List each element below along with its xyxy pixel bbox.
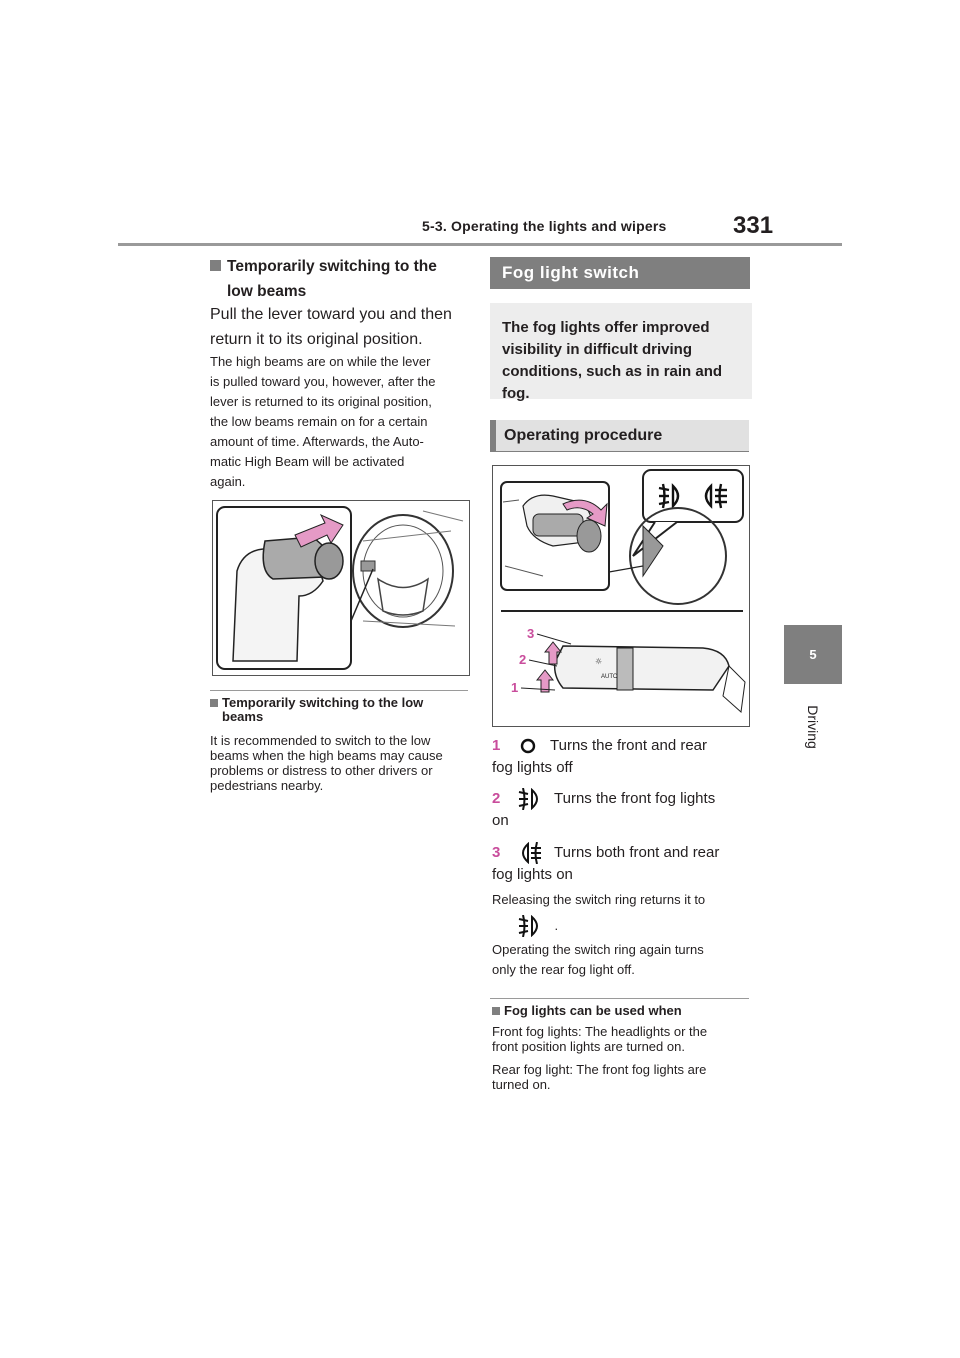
left-body-line: is pulled toward you, however, after the	[210, 374, 436, 389]
note-rear-line-2: turned on.	[492, 1077, 551, 1092]
again-line-2: only the rear fog light off.	[492, 962, 635, 977]
left-body-line: amount of time. Afterwards, the Auto-	[210, 434, 424, 449]
right-note-rear	[492, 1062, 754, 1092]
callout-2: 2	[519, 652, 527, 667]
note-front-line-1: Front fog lights: The headlights or the	[492, 1024, 708, 1039]
intro-line: visibility in difficult driving	[502, 341, 693, 358]
item-2	[492, 788, 754, 832]
again-text	[492, 940, 754, 980]
left-body-line: matic High Beam will be activated	[210, 454, 405, 469]
left-lead-line-1: Pull the lever toward you and then	[210, 306, 452, 323]
item-3	[492, 842, 754, 886]
left-note-line: beams when the high beams may cause	[210, 748, 443, 763]
square-bullet-icon	[210, 260, 221, 271]
left-body-line: lever is returned to its original position,	[210, 394, 432, 409]
note-rule-left	[210, 690, 468, 691]
rear-fog-icon	[518, 842, 542, 864]
left-body-line: again.	[210, 474, 246, 489]
section-header: 5-3. Operating the lights and wipers	[422, 218, 667, 234]
left-heading	[210, 254, 470, 304]
left-body	[210, 352, 470, 492]
chapter-tab-label	[784, 692, 842, 762]
square-bullet-icon	[492, 1007, 500, 1015]
item-number: 1	[492, 737, 501, 754]
item-text-line-1: Turns both front and rear	[554, 844, 720, 861]
release-suffix: .	[554, 918, 559, 934]
note-rear-line-1: Rear fog light: The front fog lights are	[492, 1062, 707, 1077]
operating-procedure-title: Operating procedure	[490, 420, 749, 452]
intro-line: conditions, such as in rain and	[502, 363, 723, 380]
front-fog-icon	[518, 788, 542, 810]
intro-line: The fog lights offer improved	[502, 319, 710, 336]
again-line-1: Operating the switch ring again turns	[492, 942, 704, 957]
item-text-line-1: Turns the front and rear	[550, 737, 708, 754]
square-bullet-icon	[210, 699, 218, 707]
left-lead	[210, 302, 470, 352]
item-number: 2	[492, 790, 501, 807]
release-icon-row	[518, 915, 558, 937]
callout-1: 1	[511, 680, 519, 695]
left-note-heading	[210, 696, 470, 724]
item-text-line-2: fog lights off	[492, 759, 573, 776]
left-body-line: The high beams are on while the lever	[210, 354, 431, 369]
intro-line: fog.	[502, 385, 530, 402]
left-note-line: pedestrians nearby.	[210, 778, 324, 793]
chapter-tab-number: 5	[784, 625, 842, 684]
right-note-front	[492, 1024, 754, 1054]
header-rule	[118, 243, 842, 246]
left-note-heading-line-1: Temporarily switching to the low	[222, 695, 424, 710]
left-heading-line-1: Temporarily switching to the	[227, 258, 437, 275]
left-note-heading-line-2: beams	[222, 709, 264, 724]
right-note-heading	[492, 1004, 754, 1018]
left-lead-line-2: return it to its original position.	[210, 331, 423, 348]
item-text-line-2: on	[492, 812, 509, 830]
item-number: 3	[492, 844, 501, 861]
low-beam-lever-illustration	[212, 500, 470, 676]
left-note-body	[210, 733, 470, 793]
item-text-line-1: Turns the front fog lights	[554, 790, 716, 807]
item-1	[492, 735, 754, 779]
fog-light-intro	[490, 303, 752, 402]
note-front-line-2: front position lights are turned on.	[492, 1039, 685, 1054]
left-note-line: It is recommended to switch to the low	[210, 733, 431, 748]
page-number: 331	[733, 212, 774, 239]
front-fog-icon	[518, 915, 542, 937]
note-rule-right	[490, 998, 749, 999]
left-note-line: problems or distress to other drivers or	[210, 763, 433, 778]
fog-off-icon	[518, 737, 538, 755]
chapter-tab-text: Driving	[804, 705, 821, 749]
sub-title-rule	[490, 451, 749, 452]
right-note-heading-text: Fog lights can be used when	[504, 1003, 682, 1018]
fog-light-switch-illustration	[492, 465, 750, 727]
item-text-line-2: fog lights on	[492, 866, 573, 884]
release-text: Releasing the switch ring returns it to	[492, 892, 706, 907]
callout-3: 3	[527, 626, 535, 641]
left-heading-line-2: low beams	[227, 283, 307, 300]
svg-text:☼: ☼	[595, 657, 603, 666]
auto-label: AUTO	[601, 674, 618, 680]
left-body-line: the low beams remain on for a certain	[210, 414, 428, 429]
fog-light-section-title: Fog light switch	[490, 257, 750, 289]
